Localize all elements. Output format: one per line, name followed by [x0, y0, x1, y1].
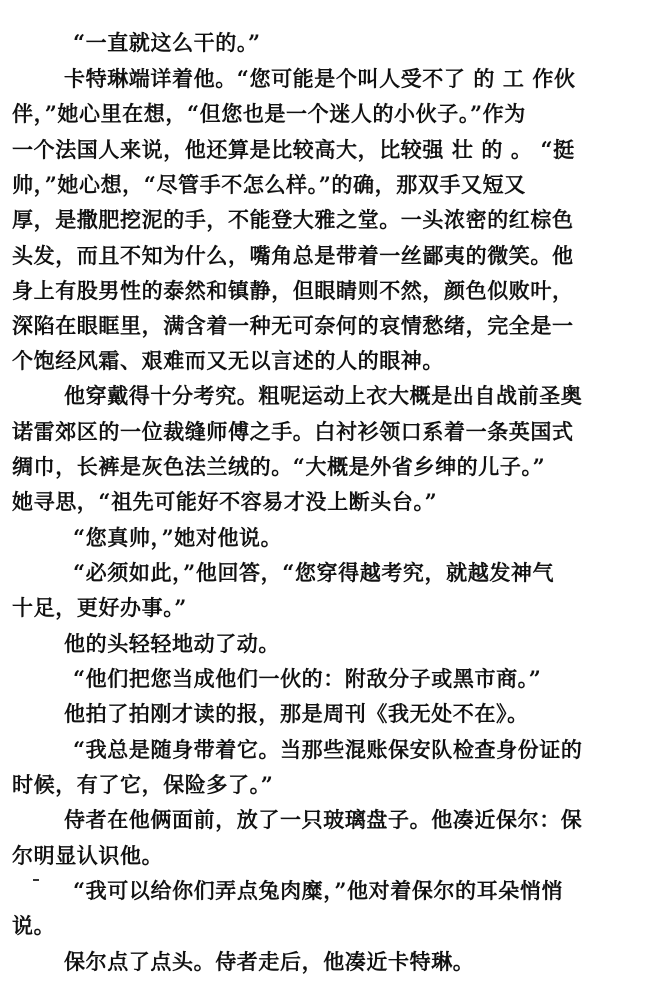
stray-ink-mark: [33, 879, 39, 881]
text-line-11: 他穿戴得十分考究。粗呢运动上衣大概是出自战前圣奥: [64, 383, 583, 408]
text-line-3: 伴，”她心里在想，“但您也是一个迷人的小伙子。”作为: [12, 101, 526, 126]
text-line-26: 说。: [12, 913, 56, 938]
text-line-6: 厚，是撒肥挖泥的手，不能登大雅之堂。一头浓密的红棕色: [12, 207, 574, 232]
text-line-23: 侍者在他俩面前，放了一只玻璃盘子。他凑近保尔：保: [64, 807, 583, 832]
text-line-15: “您真帅，”她对他说。: [73, 525, 283, 550]
text-line-21: “我总是随身带着它。当那些混账保安队检查身份证的: [73, 737, 583, 762]
text-line-20: 他拍了拍刚才读的报，那是周刊《我无处不在》。: [64, 701, 529, 726]
text-line-2: 卡特琳端详着他。“您可能是个叫人受不了 的 工 作伙: [64, 66, 576, 91]
text-line-25: “我可以给你们弄点兔肉糜，”他对着保尔的耳朵悄悄: [73, 878, 564, 903]
text-line-8: 身上有股男性的泰然和镇静，但眼睛则不然，颜色似败叶，: [12, 278, 574, 303]
text-line-14: 她寻思，“祖先可能好不容易才没上断头台。”: [12, 489, 438, 514]
text-line-27: 保尔点了点头。侍者走后，他凑近卡特琳。: [64, 949, 475, 974]
text-line-13: 绸巾，长裤是灰色法兰绒的。“大概是外省乡绅的儿子。”: [12, 454, 546, 479]
text-line-4: 一个法国人来说，他还算是比较高大，比较强 壮 的 。 “挺: [12, 137, 575, 162]
text-line-19: “他们把您当成他们一伙的：附敌分子或黑市商。”: [73, 666, 542, 691]
text-line-9: 深陷在眼眶里，满含着一种无可奈何的哀情愁绪，完全是一: [12, 313, 574, 338]
text-line-16: “必须如此，”他回答，“您穿得越考究，就越发神气: [73, 560, 555, 585]
text-line-24: 尔明显认识他。: [12, 843, 164, 868]
text-line-5: 帅，”她心想，“尽管手不怎么样。”的确，那双手又短又: [12, 172, 526, 197]
text-line-1: “一直就这么干的。”: [73, 30, 261, 55]
text-line-22: 时候，有了它，保险多了。”: [12, 772, 274, 797]
text-line-18: 他的头轻轻地动了动。: [64, 631, 280, 656]
text-line-7: 头发，而且不知为什么，嘴角总是带着一丝鄙夷的微笑。他: [12, 243, 574, 268]
text-line-17: 十足，更好办事。”: [12, 595, 187, 620]
text-line-10: 个饱经风霜、艰难而又无以言述的人的眼神。: [12, 348, 444, 373]
text-line-12: 诺雷郊区的一位裁缝师傅之手。白衬衫领口系着一条英国式: [12, 419, 574, 444]
